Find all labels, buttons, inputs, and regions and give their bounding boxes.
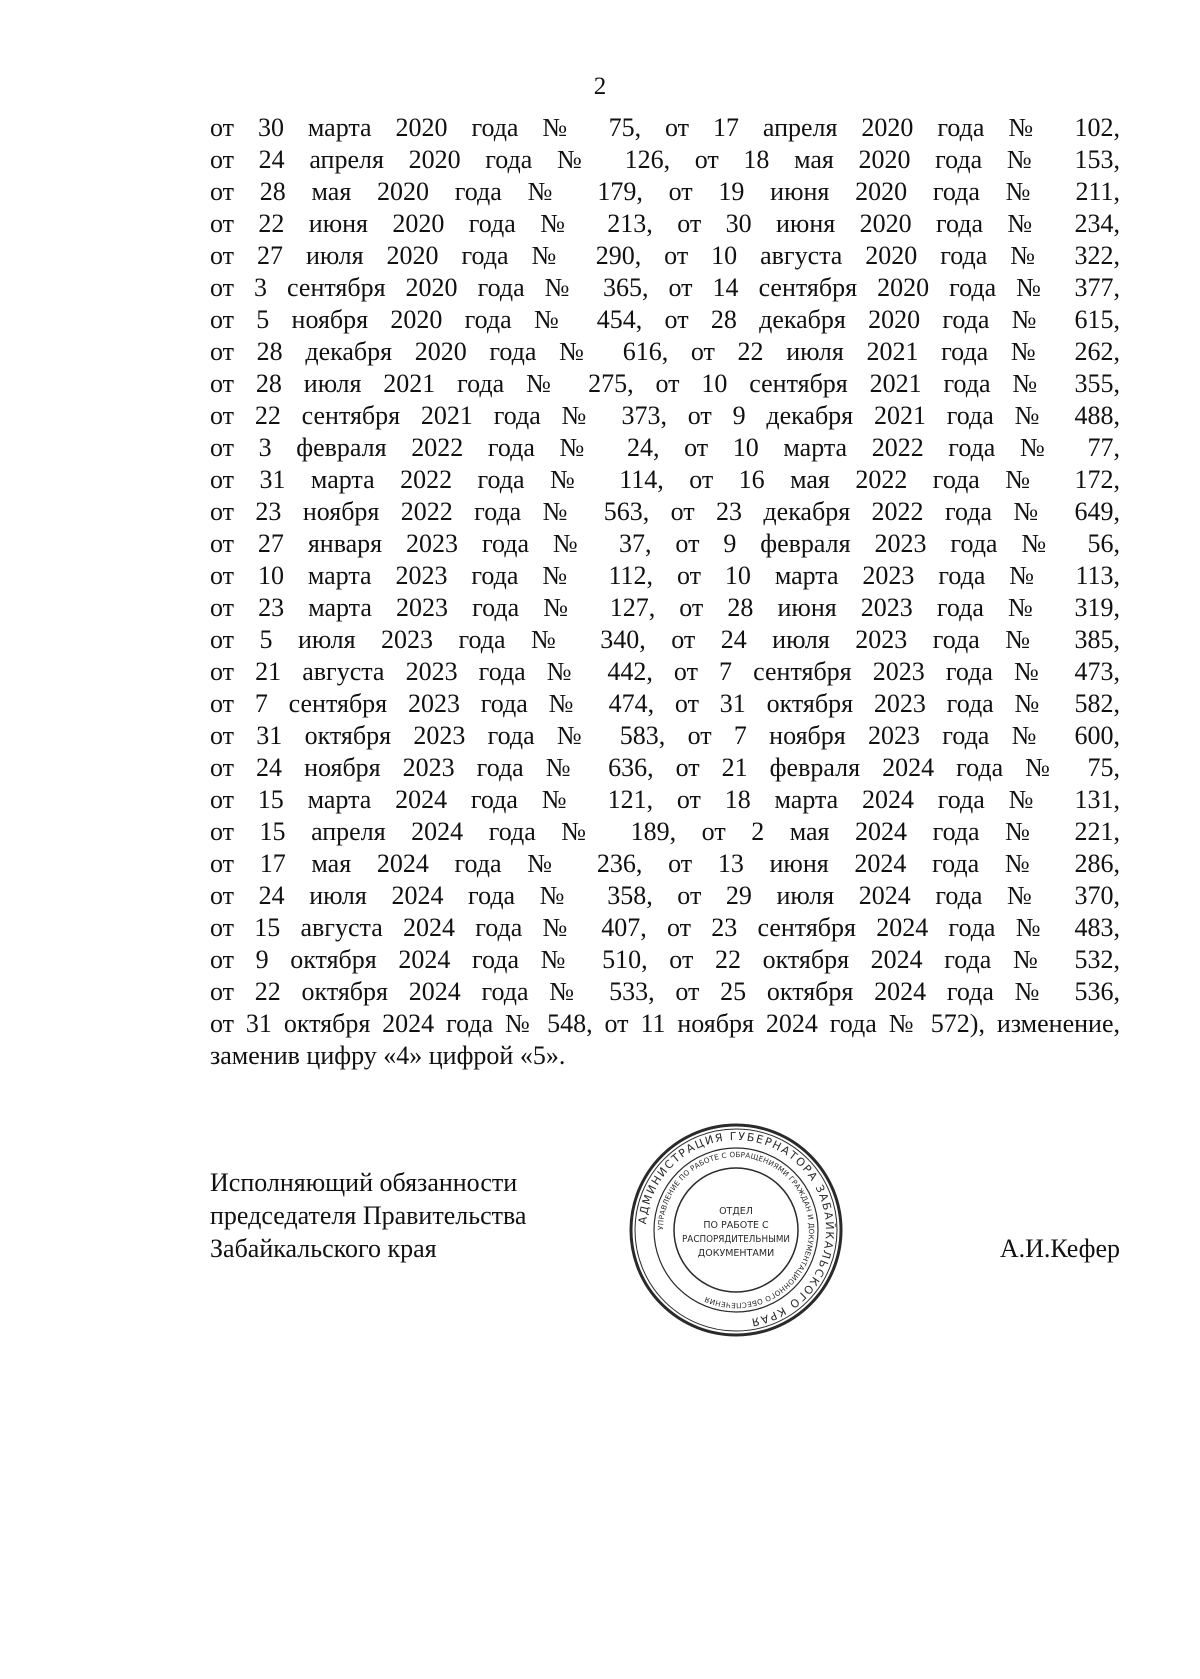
- stamp-center-line: ПО РАБОТЕ С: [703, 1220, 769, 1231]
- body-line: от 21 августа 2023 года № 442, от 7 сентября 2023 года № 473,: [210, 657, 1120, 686]
- page-number: 2: [593, 73, 607, 100]
- body-line: от 3 сентября 2020 года № 365, от 14 сентября 2020 года № 377,: [210, 273, 1120, 302]
- signatory-title-line: председателя Правительства: [210, 1201, 527, 1230]
- signatory-title-line: Забайкальского края: [210, 1234, 437, 1263]
- stamp-inner-text-path: УПРАВЛЕНИЕ ПО РАБОТЕ С ОБРАЩЕНИЯМИ ГРАЖДАН И ДОКУМЕНТАЦИОННОГО ОБЕСПЕЧЕНИЯ: [655, 1149, 817, 1311]
- body-line: от 22 сентября 2021 года № 373, от 9 декабря 2021 года № 488,: [210, 401, 1120, 430]
- body-line: от 23 марта 2023 года № 127, от 28 июня 2023 года № 319,: [210, 593, 1120, 622]
- body-line: от 15 марта 2024 года № 121, от 18 марта 2024 года № 131,: [210, 785, 1120, 814]
- body-line: от 10 марта 2023 года № 112, от 10 марта 2023 года № 113,: [210, 561, 1120, 590]
- stamp-center-line: ОТДЕЛ: [719, 1206, 753, 1217]
- body-line: от 28 мая 2020 года № 179, от 19 июня 2020 года № 211,: [210, 177, 1120, 206]
- body-line: от 31 октября 2024 года № 548, от 11 ноября 2024 года № 572), изменение,: [210, 1009, 1120, 1038]
- body-line: от 3 февраля 2022 года № 24, от 10 марта 2022 года № 77,: [210, 433, 1120, 462]
- body-line: от 22 октября 2024 года № 533, от 25 октября 2024 года № 536,: [210, 977, 1120, 1006]
- body-line: от 15 августа 2024 года № 407, от 23 сентября 2024 года № 483,: [210, 913, 1120, 942]
- body-line: от 24 ноября 2023 года № 636, от 21 февраля 2024 года № 75,: [210, 753, 1120, 782]
- body-line: от 22 июня 2020 года № 213, от 30 июня 2020 года № 234,: [210, 209, 1120, 238]
- signatory-title: [210, 1166, 526, 1265]
- body-line: заменив цифру «4» цифрой «5».: [210, 1041, 566, 1070]
- body-line: от 27 июля 2020 года № 290, от 10 августа 2020 года № 322,: [210, 241, 1120, 270]
- body-line: от 5 июля 2023 года № 340, от 24 июля 2023 года № 385,: [210, 625, 1120, 654]
- official-stamp: [628, 1122, 844, 1338]
- body-line: от 17 мая 2024 года № 236, от 13 июня 2024 года № 286,: [210, 849, 1120, 878]
- body-line: от 30 марта 2020 года № 75, от 17 апреля 2020 года № 102,: [210, 113, 1120, 142]
- body-line: от 31 октября 2023 года № 583, от 7 ноября 2023 года № 600,: [210, 721, 1120, 750]
- signatory-name: А.И.Кефер: [999, 1234, 1120, 1263]
- body-line: от 15 апреля 2024 года № 189, от 2 мая 2024 года № 221,: [210, 817, 1120, 846]
- body-line: от 7 сентября 2023 года № 474, от 31 октября 2023 года № 582,: [210, 689, 1120, 718]
- body-line: от 24 июля 2024 года № 358, от 29 июля 2024 года № 370,: [210, 881, 1120, 910]
- body-line: от 24 апреля 2020 года № 126, от 18 мая 2020 года № 153,: [210, 145, 1120, 174]
- body-line: от 31 марта 2022 года № 114, от 16 мая 2022 года № 172,: [210, 465, 1120, 494]
- body-line: от 28 июля 2021 года № 275, от 10 сентября 2021 года № 355,: [210, 369, 1120, 398]
- signatory-title-line: Исполняющий обязанности: [210, 1168, 518, 1197]
- document-body: [210, 112, 1120, 1072]
- body-line: от 28 декабря 2020 года № 616, от 22 июля 2021 года № 262,: [210, 337, 1120, 366]
- body-line: от 27 января 2023 года № 37, от 9 февраля 2023 года № 56,: [210, 529, 1120, 558]
- stamp-outer-text-path: АДМИНИСТРАЦИЯ ГУБЕРНАТОРА ЗАБАЙКАЛЬСКОГО КРАЯ: [636, 1129, 837, 1329]
- body-line: от 23 ноября 2022 года № 563, от 23 декабря 2022 года № 649,: [210, 497, 1120, 526]
- body-line: от 9 октября 2024 года № 510, от 22 октября 2024 года № 532,: [210, 945, 1120, 974]
- body-line: от 5 ноября 2020 года № 454, от 28 декабря 2020 года № 615,: [210, 305, 1120, 334]
- stamp-center-line: РАСПОРЯДИТЕЛЬНЫМИ: [682, 1234, 790, 1245]
- stamp-center-line: ДОКУМЕНТАМИ: [697, 1248, 775, 1259]
